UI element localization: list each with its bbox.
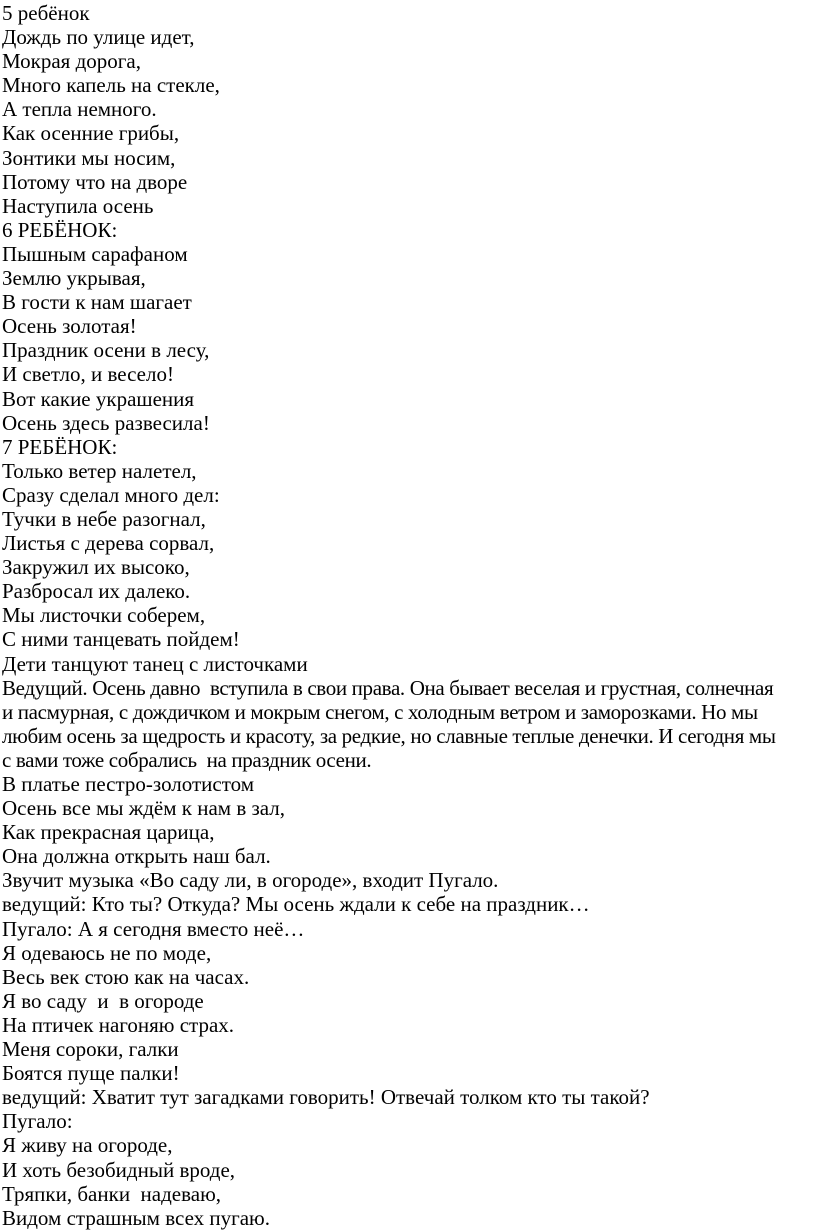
text-line: Много капель на стекле,: [2, 73, 220, 98]
text-line: Пугало: А я сегодня вместо неё…: [2, 916, 305, 941]
text-line: Мокрая дорога,: [2, 49, 141, 74]
document-body: [2, 1, 816, 1230]
text-line: Меня сороки, галки: [2, 1037, 179, 1062]
text-line: Дождь по улице идет,: [2, 25, 195, 50]
text-line: Вот какие украшения: [2, 386, 195, 411]
text-line: любим осень за щедрость и красоту, за редкие, но славные теплые денечки. И сегодня мы: [2, 723, 776, 748]
text-line: 5 ребёнок: [2, 1, 90, 25]
text-line: В платье пестро-золотистом: [2, 772, 255, 796]
text-line: Потому что на дворе: [2, 169, 188, 194]
text-line: Только ветер налетел,: [2, 458, 197, 483]
text-line: Осень здесь развесила!: [2, 410, 210, 435]
text-line: Тучки в небе разогнал,: [2, 506, 206, 531]
text-line: Весь век стою как на часах.: [2, 964, 250, 989]
text-line: Звучит музыка «Во саду ли, в огороде», входит Пугало.: [2, 868, 499, 893]
text-line: На птичек нагоняю страх.: [2, 1012, 235, 1037]
text-line: В гости к нам шагает: [2, 290, 192, 315]
text-line: и пасмурная, с дождичком и мокрым снегом, с холодным ветром и заморозками. Но мы: [2, 699, 758, 724]
text-line: С ними танцевать пойдем!: [2, 627, 240, 652]
text-line: Мы листочки соберем,: [2, 603, 206, 628]
text-line: с вами тоже собрались на праздник осени.: [2, 747, 372, 772]
text-line: Осень все мы ждём к нам в зал,: [2, 796, 286, 821]
text-line: Разбросал их далеко.: [2, 579, 191, 604]
text-line: Праздник осени в лесу,: [2, 338, 210, 363]
text-line: Листья с дерева сорвал,: [2, 531, 215, 556]
text-line: Закружил их высоко,: [2, 555, 190, 580]
text-line: Я во саду и в огороде: [2, 988, 204, 1013]
text-line: Пышным сарафаном: [2, 241, 188, 266]
text-line: ведущий: Хватит тут загадками говорить! Отвечай толком кто ты такой?: [2, 1085, 650, 1110]
text-line: Как осенние грибы,: [2, 121, 180, 146]
text-line: Боятся пуще палки!: [2, 1061, 180, 1086]
text-line: Ведущий. Осень давно вступила в свои права. Она бывает веселая и грустная, солнечная: [2, 675, 774, 700]
text-line: И светло, и весело!: [2, 362, 174, 387]
text-line: Пугало:: [2, 1109, 73, 1134]
text-line: И хоть безобидный вроде,: [2, 1157, 236, 1182]
text-line: Как прекрасная царица,: [2, 820, 215, 845]
text-line: Наступила осень: [2, 193, 154, 218]
text-line: А тепла немного.: [2, 97, 157, 122]
text-line: Видом страшным всех пугаю.: [2, 1205, 270, 1230]
text-line: ведущий: Кто ты? Откуда? Мы осень ждали к себе на праздник…: [2, 892, 590, 917]
text-line: 7 РЕБЁНОК:: [2, 434, 118, 459]
text-line: Зонтики мы носим,: [2, 145, 176, 170]
text-line: Землю укрывая,: [2, 266, 146, 291]
text-line: Она должна открыть наш бал.: [2, 844, 271, 869]
text-line: Осень золотая!: [2, 314, 137, 339]
text-line: Я живу на огороде,: [2, 1133, 173, 1158]
text-line: Я одеваюсь не по моде,: [2, 940, 212, 965]
text-line: Сразу сделал много дел:: [2, 482, 220, 507]
text-line: 6 РЕБЁНОК:: [2, 217, 118, 242]
text-line: Дети танцуют танец с листочками: [2, 651, 308, 676]
text-line: Тряпки, банки надеваю,: [2, 1181, 222, 1206]
